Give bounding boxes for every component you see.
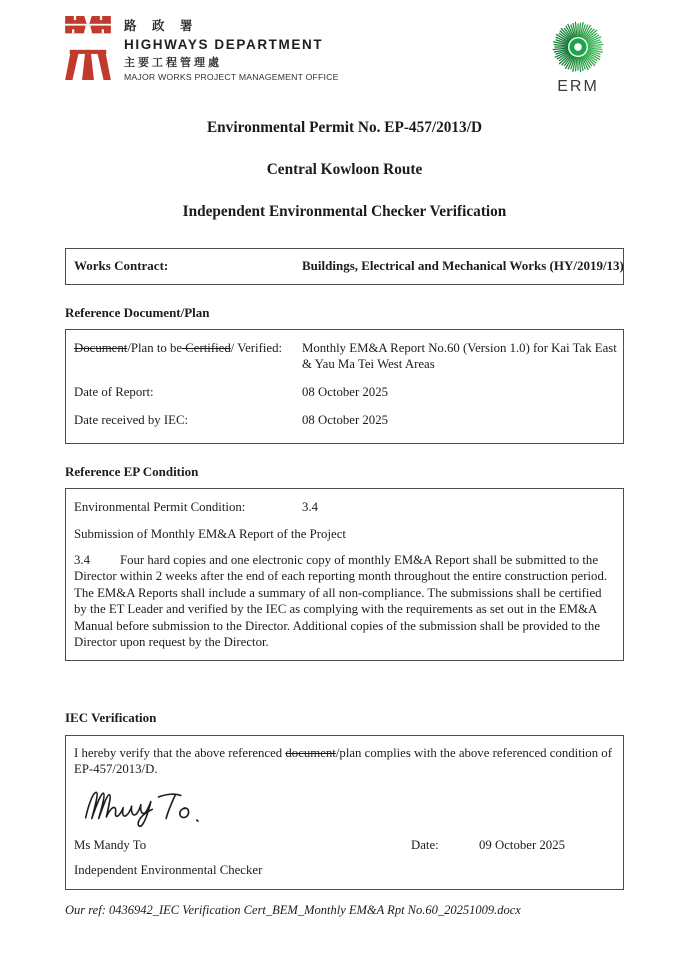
works-contract-box [65,248,624,284]
document-plan-label: Document/Plan to be Certified/ Verified: [74,340,283,355]
works-contract-label: Works Contract: [74,258,169,274]
clause-number: 3.4 [74,552,90,567]
office-name-chinese: 主要工程管理處 [124,56,222,69]
document-plan-row [74,341,615,373]
reference-document-heading: Reference Document/Plan [65,304,210,320]
signature-image [78,784,615,830]
department-name-chinese: 路 政 署 [124,19,199,33]
iec-verification-box [65,735,624,890]
ep-condition-subheading: Submission of Monthly EM&A Report of the Project [74,527,346,541]
ep-condition-clause [74,552,615,650]
ep-condition-row [74,500,615,516]
signatory-title: Independent Environmental Checker [74,862,263,877]
date-of-report-row [74,385,615,401]
date-value: 09 October 2025 [479,837,566,852]
signatory-row [74,838,615,854]
department-name-english: HIGHWAYS DEPARTMENT [124,36,324,52]
document-plan-value: Monthly EM&A Report No.60 (Version 1.0) for Kai Tak East & Yau Ma Tei West Areas [302,340,617,371]
ep-condition-label: Environmental Permit Condition: [74,500,246,515]
date-of-report-value: 08 October 2025 [302,384,389,399]
ep-condition-box [65,488,624,661]
clause-text: Four hard copies and one electronic copy of monthly EM&A Report shall be submitted to the Director within 2 weeks after the end of each reporting month throughout the entire construction period. The EM&A Reports shall include a summary of all non-compliance. The submissions shall be certified by the ET Leader and verified by the IEC as complying with the requirements as set out in the EM&A Manual before submission to the Director. Additional copies of the submission shall be provided to the Director upon request by the Director. [74,552,608,650]
project-title: Central Kowloon Route [266,161,423,179]
document-type-title: Independent Environmental Checker Verification [182,203,507,221]
ep-condition-heading: Reference EP Condition [65,463,199,479]
works-contract-value: Buildings, Electrical and Mechanical Works (HY/2019/13) [302,258,624,274]
signatory-name: Ms Mandy To [74,837,147,852]
erm-starburst-icon [549,18,607,76]
page-header [65,16,624,97]
our-ref-line: Our ref: 0436942_IEC Verification Cert_BEM_Monthly EM&A Rpt No.60_20251009.docx [65,902,521,917]
permit-number-title: Environmental Permit No. EP-457/2013/D [206,119,483,136]
verification-statement: I hereby verify that the above referenced document/plan complies with the above referenced condition of EP-457/2013/D. [74,745,612,776]
date-received-value: 08 October 2025 [302,412,389,427]
highways-department-block [65,16,339,83]
ep-condition-value: 3.4 [302,500,318,515]
office-name-english: MAJOR WORKS PROJECT MANAGEMENT OFFICE [124,72,339,83]
highways-department-logo-icon [65,16,111,83]
date-of-report-label: Date of Report: [74,384,154,399]
date-received-label: Date received by IEC: [74,412,189,427]
date-label: Date: [411,837,439,852]
erm-logo-block [540,18,616,97]
reference-document-box [65,329,624,444]
date-received-row [74,413,615,429]
iec-verification-heading: IEC Verification [65,710,157,726]
department-name-block [124,16,339,83]
erm-logo-text: ERM [557,78,599,95]
